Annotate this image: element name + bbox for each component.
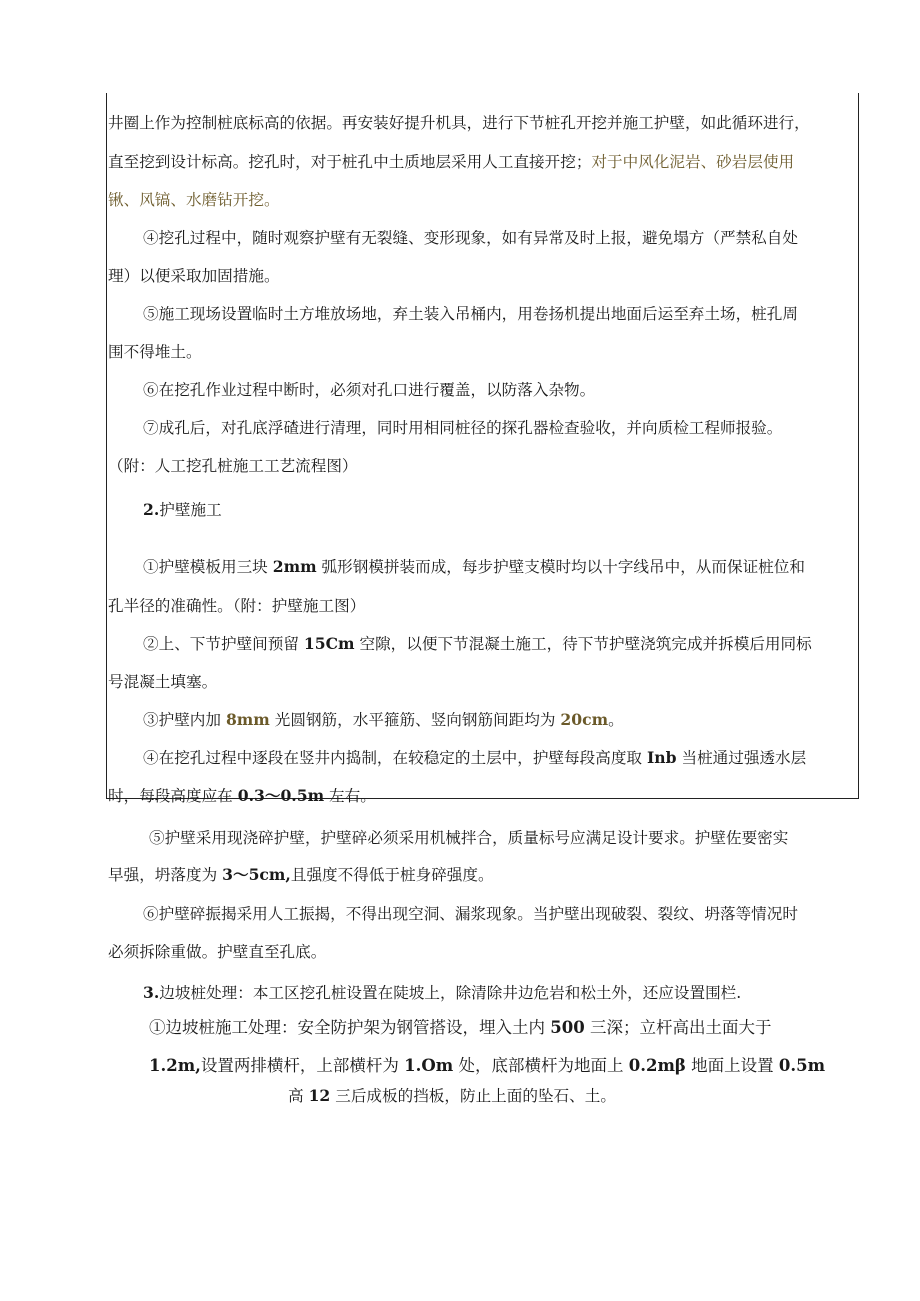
text-span: 且强度不得低于桩身碎强度。 bbox=[290, 866, 494, 884]
text-span: 设置两排横杆，上部横杆为 bbox=[200, 1056, 405, 1075]
section-number: 3. bbox=[143, 983, 160, 1002]
text-span: 三后成板的挡板，防止上面的坠石、土。 bbox=[330, 1087, 616, 1105]
highlighted-text: 对于中风化泥岩、砂岩层使用 bbox=[591, 153, 795, 171]
text-span: 左右。 bbox=[324, 787, 376, 805]
section-heading bbox=[143, 500, 222, 520]
text-span: 地面上设置 bbox=[685, 1056, 779, 1075]
text-span: 光圆钢筋，水平箍筋、竖向钢筋间距均为 bbox=[269, 711, 561, 729]
value-span: Inb bbox=[646, 748, 677, 767]
text-line: ⑦成孔后，对孔底浮碴进行清理，同时用相同桩径的探孔器检查验收，并向质检工程师报验。 bbox=[143, 419, 783, 437]
text-span: 弧形钢模拼装而成，每步护壁支模时均以十字线吊中，从而保证桩位和 bbox=[316, 558, 805, 576]
value-span: 1.2m, bbox=[149, 1056, 201, 1075]
text-span: ②上、下节护壁间预留 bbox=[143, 635, 304, 653]
text-line bbox=[143, 557, 805, 577]
section-title: 边坡桩处理：本工区挖孔桩设置在陡坡上，除清除井边危岩和松土外，还应设置围栏. bbox=[159, 984, 742, 1002]
value-span: 3～5cm, bbox=[222, 865, 291, 884]
text-line: ④挖孔过程中，随时观察护壁有无裂缝、变形现象，如有异常及时上报，避免塌方（严禁私自处 bbox=[143, 229, 798, 247]
highlighted-value: 8mm bbox=[225, 710, 270, 729]
section-heading bbox=[143, 983, 741, 1003]
text-span: ①边坡桩施工处理：安全防护架为钢管搭设，埋入土内 bbox=[149, 1018, 551, 1037]
text-line bbox=[143, 634, 812, 654]
text-span: 。 bbox=[608, 711, 624, 729]
value-span: 0.2mβ bbox=[628, 1056, 686, 1075]
text-line: 必须拆除重做。护壁直至孔底。 bbox=[108, 943, 327, 961]
text-line: ⑤施工现场设置临时土方堆放场地，弃土装入吊桶内，用卷扬机提出地面后运至弃土场，桩孔周 bbox=[143, 305, 798, 323]
text-line: 号混凝土填塞。 bbox=[108, 673, 218, 691]
text-span: 直至挖到设计标高。挖孔时，对于桩孔中土质地层采用人工直接开挖； bbox=[108, 153, 592, 171]
text-span: 三深；立杆高出土面大于 bbox=[584, 1018, 772, 1037]
text-span: 当桩通过强透水层 bbox=[676, 749, 807, 767]
text-line: （附：人工挖孔桩施工工艺流程图） bbox=[108, 457, 358, 475]
text-line: ⑥在挖孔作业过程中断时，必须对孔口进行覆盖，以防落入杂物。 bbox=[143, 381, 596, 399]
text-line bbox=[143, 710, 624, 730]
value-span: 12 bbox=[308, 1086, 331, 1105]
text-line bbox=[108, 786, 376, 806]
text-line bbox=[149, 1018, 771, 1038]
text-line: ⑤护壁采用现浇碎护壁，护壁碎必须采用机械拌合，质量标号应满足设计要求。护壁佐要密实 bbox=[149, 829, 789, 847]
section-title: 护壁施工 bbox=[159, 501, 222, 519]
value-span: 500 bbox=[550, 1018, 585, 1037]
text-line: 围不得堆土。 bbox=[108, 343, 202, 361]
value-span: 15Cm bbox=[303, 634, 355, 653]
text-span: 早强，坍落度为 bbox=[108, 866, 223, 884]
value-span: 2mm bbox=[272, 557, 317, 576]
text-span: 高 bbox=[288, 1087, 309, 1105]
highlighted-value: 20cm bbox=[560, 710, 609, 729]
highlighted-text: 锹、风镐、水磨钻开挖。 bbox=[108, 191, 280, 209]
text-line: ⑥护壁碎振揭采用人工振揭，不得出现空洞、漏浆现象。当护壁出现破裂、裂纹、坍落等情况时 bbox=[143, 905, 798, 923]
text-span: ③护壁内加 bbox=[143, 711, 226, 729]
value-span: 0.3～0.5m bbox=[237, 786, 325, 805]
value-span: 1.Om bbox=[404, 1056, 454, 1075]
text-span: 处，底部横杆为地面上 bbox=[453, 1056, 629, 1075]
value-span: 0.5m bbox=[778, 1056, 826, 1075]
text-span: ①护壁模板用三块 bbox=[143, 558, 273, 576]
text-line bbox=[108, 865, 494, 885]
text-span: 时，每段高度应在 bbox=[108, 787, 238, 805]
text-line: 理）以便采取加固措施。 bbox=[108, 267, 280, 285]
text-line: 井圈上作为控制桩底标高的依据。再安装好提升机具，进行下节桩孔开挖并施工护壁，如此循环进行， bbox=[108, 114, 810, 132]
text-span: 空隙，以便下节混凝土施工，待下节护壁浇筑完成并拆模后用同标 bbox=[354, 635, 812, 653]
text-line bbox=[143, 748, 806, 768]
text-line bbox=[149, 1056, 825, 1076]
text-line: 孔半径的准确性。（附：护壁施工图） bbox=[108, 597, 366, 615]
section-number: 2. bbox=[143, 500, 160, 519]
text-line bbox=[288, 1086, 616, 1106]
text-span: ④在挖孔过程中逐段在竖井内捣制，在较稳定的土层中，护壁每段高度取 bbox=[143, 749, 647, 767]
text-line bbox=[108, 152, 794, 172]
